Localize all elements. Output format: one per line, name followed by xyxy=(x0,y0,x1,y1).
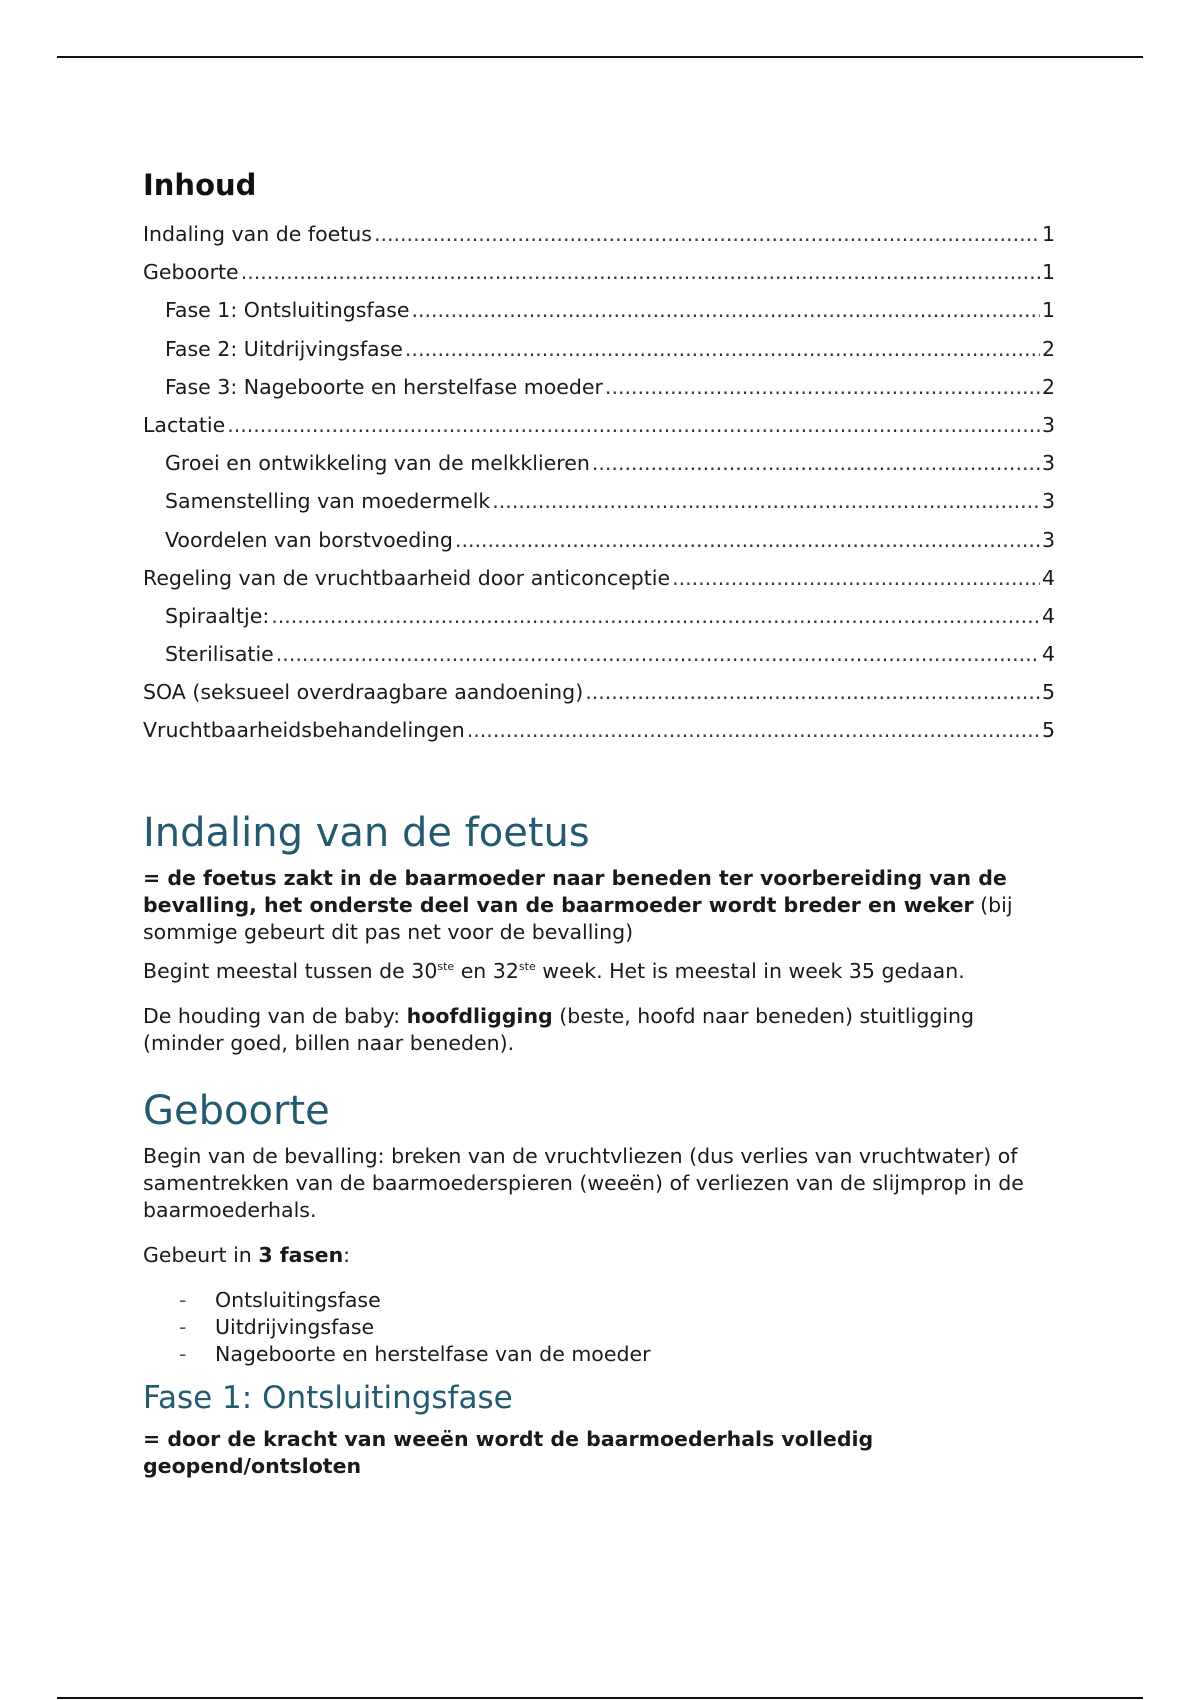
bullet-dash: - xyxy=(179,1314,187,1339)
toc-entry-spiraaltje[interactable] xyxy=(143,604,1055,642)
list-item xyxy=(179,1287,1055,1314)
toc-leader-dots xyxy=(227,413,1040,437)
toc-leader-dots xyxy=(585,680,1040,704)
toc-page-number: 3 xyxy=(1041,412,1055,437)
toc-entry-lactatie[interactable] xyxy=(143,413,1055,451)
definition-bold: = de foetus zakt in de baarmoeder naar beneden ter voorbereiding van de bevalling, het onderste deel van de baarmoeder wordt breder en weker xyxy=(143,865,1007,917)
toc-page-number: 5 xyxy=(1041,680,1055,705)
toc-leader-dots xyxy=(374,222,1040,246)
toc-entry-vruchtbaarheidsbehandelingen[interactable] xyxy=(143,718,1055,756)
definition-fase-1: = door de kracht van weeën wordt de baarmoederhals volledig geopend/ontsloten xyxy=(143,1426,874,1478)
toc-page-number: 5 xyxy=(1041,718,1055,743)
heading-fase-1: Fase 1: Ontsluitingsfase xyxy=(143,1379,513,1416)
toc-entry-anticonceptie[interactable] xyxy=(143,566,1055,604)
toc-leader-dots xyxy=(241,260,1040,284)
toc-leader-dots xyxy=(492,489,1040,513)
section-indaling xyxy=(143,809,1055,1057)
text-run: en 32 xyxy=(454,958,519,983)
text-run: Begint meestal tussen de 30 xyxy=(143,958,438,983)
toc-leader-dots xyxy=(467,718,1040,742)
toc-entry-sterilisatie[interactable] xyxy=(143,642,1055,680)
toc-entry-label: Fase 3: Nageboorte en herstelfase moeder xyxy=(165,374,603,399)
toc-page-number: 2 xyxy=(1041,336,1055,361)
bullet-dash: - xyxy=(179,1341,187,1366)
toc-page-number: 1 xyxy=(1041,260,1055,285)
toc-entry-fase-3[interactable] xyxy=(143,375,1055,413)
footer-rule xyxy=(57,1697,1143,1699)
heading-geboorte: Geboorte xyxy=(143,1087,330,1134)
section-fase-1 xyxy=(143,1378,1055,1480)
table-of-contents xyxy=(143,222,1055,757)
toc-entry-label: SOA (seksueel overdraagbare aandoening) xyxy=(143,680,584,705)
toc-entry-geboorte[interactable] xyxy=(143,260,1055,298)
toc-page-number: 2 xyxy=(1041,374,1055,399)
toc-leader-dots xyxy=(411,298,1039,322)
document-body xyxy=(143,166,1055,1492)
toc-entry-label: Samenstelling van moedermelk xyxy=(165,489,491,514)
toc-entry-label: Groei en ontwikkeling van de melkklieren xyxy=(165,451,590,476)
toc-entry-label: Vruchtbaarheidsbehandelingen xyxy=(143,718,465,743)
toc-entry-label: Geboorte xyxy=(143,260,239,285)
paragraph-phases-intro xyxy=(143,1242,1055,1269)
toc-entry-borstvoeding[interactable] xyxy=(143,528,1055,566)
toc-page-number: 4 xyxy=(1041,565,1055,590)
toc-entry-label: Lactatie xyxy=(143,412,226,437)
definition-note: (bij sommige gebeurt dit pas net voor de bevalling) xyxy=(143,892,1013,944)
superscript: ste xyxy=(437,959,455,973)
bold-term: 3 fasen xyxy=(258,1242,344,1267)
paragraph-timing xyxy=(143,958,1055,985)
text-run: Gebeurt in xyxy=(143,1242,259,1267)
toc-page-number: 1 xyxy=(1041,298,1055,323)
toc-entry-label: Fase 2: Uitdrijvingsfase xyxy=(165,336,403,361)
list-item xyxy=(179,1341,1055,1368)
section-geboorte xyxy=(143,1087,1055,1368)
list-item xyxy=(179,1314,1055,1341)
toc-page-number: 3 xyxy=(1041,527,1055,552)
paragraph-begin: Begin van de bevalling: breken van de vruchtvliezen (dus verlies van vruchtwater) of samentrekken van de baarmoederspieren (weeën) of verliezen van de slijmprop in de baarmoederhals. xyxy=(143,1143,1024,1222)
toc-leader-dots xyxy=(672,566,1040,590)
toc-entry-label: Regeling van de vruchtbaarheid door anticonceptie xyxy=(143,565,671,590)
toc-entry-indaling[interactable] xyxy=(143,222,1055,260)
toc-entry-melkklieren[interactable] xyxy=(143,451,1055,489)
toc-entry-fase-2[interactable] xyxy=(143,337,1055,375)
toc-entry-label: Sterilisatie xyxy=(165,642,274,667)
toc-entry-label: Fase 1: Ontsluitingsfase xyxy=(165,298,410,323)
toc-page-number: 1 xyxy=(1041,222,1055,246)
definition-indaling xyxy=(143,865,1055,946)
text-run: (beste, hoofd naar beneden) stuitligging (minder goed, billen naar beneden). xyxy=(143,1003,975,1055)
toc-leader-dots xyxy=(455,528,1040,552)
bold-term: hoofdligging xyxy=(406,1003,553,1028)
bullet-dash: - xyxy=(179,1287,187,1312)
text-run: week. Het is meestal in week 35 gedaan. xyxy=(535,958,965,983)
toc-title: Inhoud xyxy=(143,168,257,202)
list-item-text: Nageboorte en herstelfase van de moeder xyxy=(215,1341,651,1366)
toc-leader-dots xyxy=(592,451,1040,475)
phases-list xyxy=(143,1287,1055,1368)
toc-page-number: 3 xyxy=(1041,451,1055,476)
text-run: : xyxy=(343,1242,351,1267)
toc-leader-dots xyxy=(405,337,1040,361)
heading-indaling: Indaling van de foetus xyxy=(143,809,590,856)
toc-entry-soa[interactable] xyxy=(143,680,1055,718)
toc-entry-label: Voordelen van borstvoeding xyxy=(165,527,453,552)
toc-entry-label: Spiraaltje: xyxy=(165,603,270,628)
toc-entry-label: Indaling van de foetus xyxy=(143,222,372,246)
toc-spacer xyxy=(143,757,1055,809)
toc-leader-dots xyxy=(605,375,1040,399)
superscript: ste xyxy=(518,959,536,973)
toc-entry-moedermelk[interactable] xyxy=(143,489,1055,527)
toc-page-number: 3 xyxy=(1041,489,1055,514)
list-item-text: Ontsluitingsfase xyxy=(215,1287,381,1312)
section-spacer xyxy=(143,1075,1055,1087)
list-item-text: Uitdrijvingsfase xyxy=(215,1314,375,1339)
toc-entry-fase-1[interactable] xyxy=(143,298,1055,336)
paragraph-houding xyxy=(143,1003,1055,1057)
toc-page-number: 4 xyxy=(1041,603,1055,628)
toc-page-number: 4 xyxy=(1041,642,1055,667)
header-rule xyxy=(57,56,1143,58)
text-run: De houding van de baby: xyxy=(143,1003,407,1028)
toc-leader-dots xyxy=(271,604,1040,628)
toc-leader-dots xyxy=(276,642,1040,666)
